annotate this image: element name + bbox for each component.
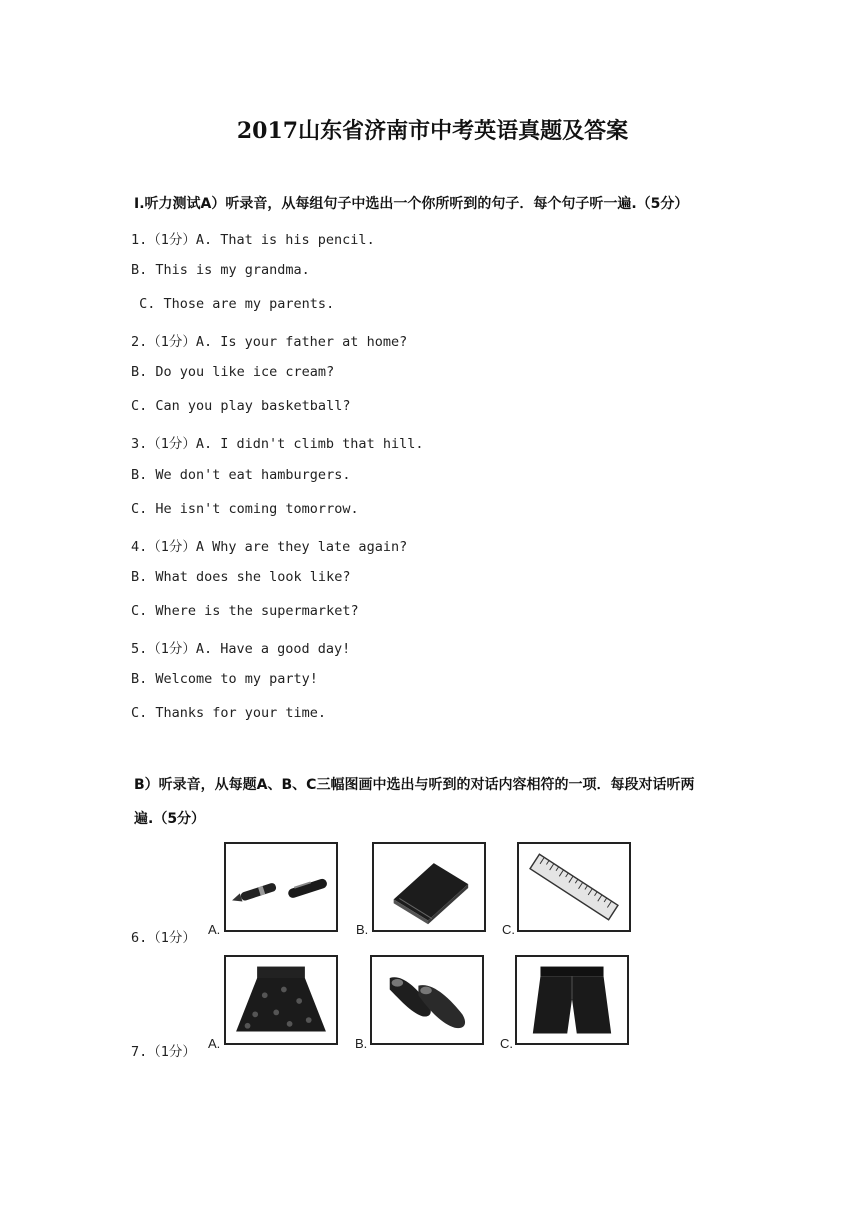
pen-icon xyxy=(226,844,336,930)
shorts-icon xyxy=(517,957,627,1043)
skirt-icon xyxy=(226,957,336,1043)
question-line: 1.（1分）A. That is his pencil. xyxy=(131,232,375,248)
question-line: C. He isn't coming tomorrow. xyxy=(131,501,359,517)
question-line: B. Do you like ice cream? xyxy=(131,364,335,380)
option-6c-letter: C. xyxy=(502,922,515,937)
notebook-icon xyxy=(374,844,484,930)
question-line: 4.（1分）A Why are they late again? xyxy=(131,539,408,555)
shoes-icon xyxy=(372,957,482,1043)
section-a-heading: Ⅰ.听力测试A）听录音，从每组句子中选出一个你所听到的句子．每个句子听一遍.（5分） xyxy=(134,196,689,212)
option-6b-picture xyxy=(372,842,486,932)
question-line: C. Can you play basketball? xyxy=(131,398,351,414)
question-line: B. We don't eat hamburgers. xyxy=(131,467,351,483)
question-line: C. Where is the supermarket? xyxy=(131,603,359,619)
option-7b-picture xyxy=(370,955,484,1045)
option-7a-letter: A. xyxy=(208,1036,221,1051)
section-b-heading-line1: B）听录音，从每题A、B、C三幅图画中选出与听到的对话内容相符的一项．每段对话听两 xyxy=(134,777,695,793)
option-6a-picture xyxy=(224,842,338,932)
option-6b-letter: B. xyxy=(356,922,369,937)
question-line: B. What does she look like? xyxy=(131,569,351,585)
question-line: B. This is my grandma. xyxy=(131,262,310,278)
option-7c-letter: C. xyxy=(500,1036,513,1051)
section-b-heading-line2: 遍.（5分） xyxy=(134,811,206,827)
option-7c-picture xyxy=(515,955,629,1045)
question-line: 3.（1分）A. I didn't climb that hill. xyxy=(131,436,424,452)
question-line: B. Welcome to my party! xyxy=(131,671,318,687)
question-7-label: 7.（1分） xyxy=(131,1044,196,1060)
question-6-label: 6.（1分） xyxy=(131,930,196,946)
option-6a-letter: A. xyxy=(208,922,221,937)
page-title: 2017山东省济南市中考英语真题及答案 xyxy=(236,118,629,144)
option-6c-picture xyxy=(517,842,631,932)
question-line: C. Thanks for your time. xyxy=(131,705,327,721)
question-line: 5.（1分）A. Have a good day! xyxy=(131,641,351,657)
question-line: 2.（1分）A. Is your father at home? xyxy=(131,334,408,350)
option-7b-letter: B. xyxy=(355,1036,368,1051)
question-line: C. Those are my parents. xyxy=(131,296,335,312)
option-7a-picture xyxy=(224,955,338,1045)
ruler-icon xyxy=(519,844,629,930)
